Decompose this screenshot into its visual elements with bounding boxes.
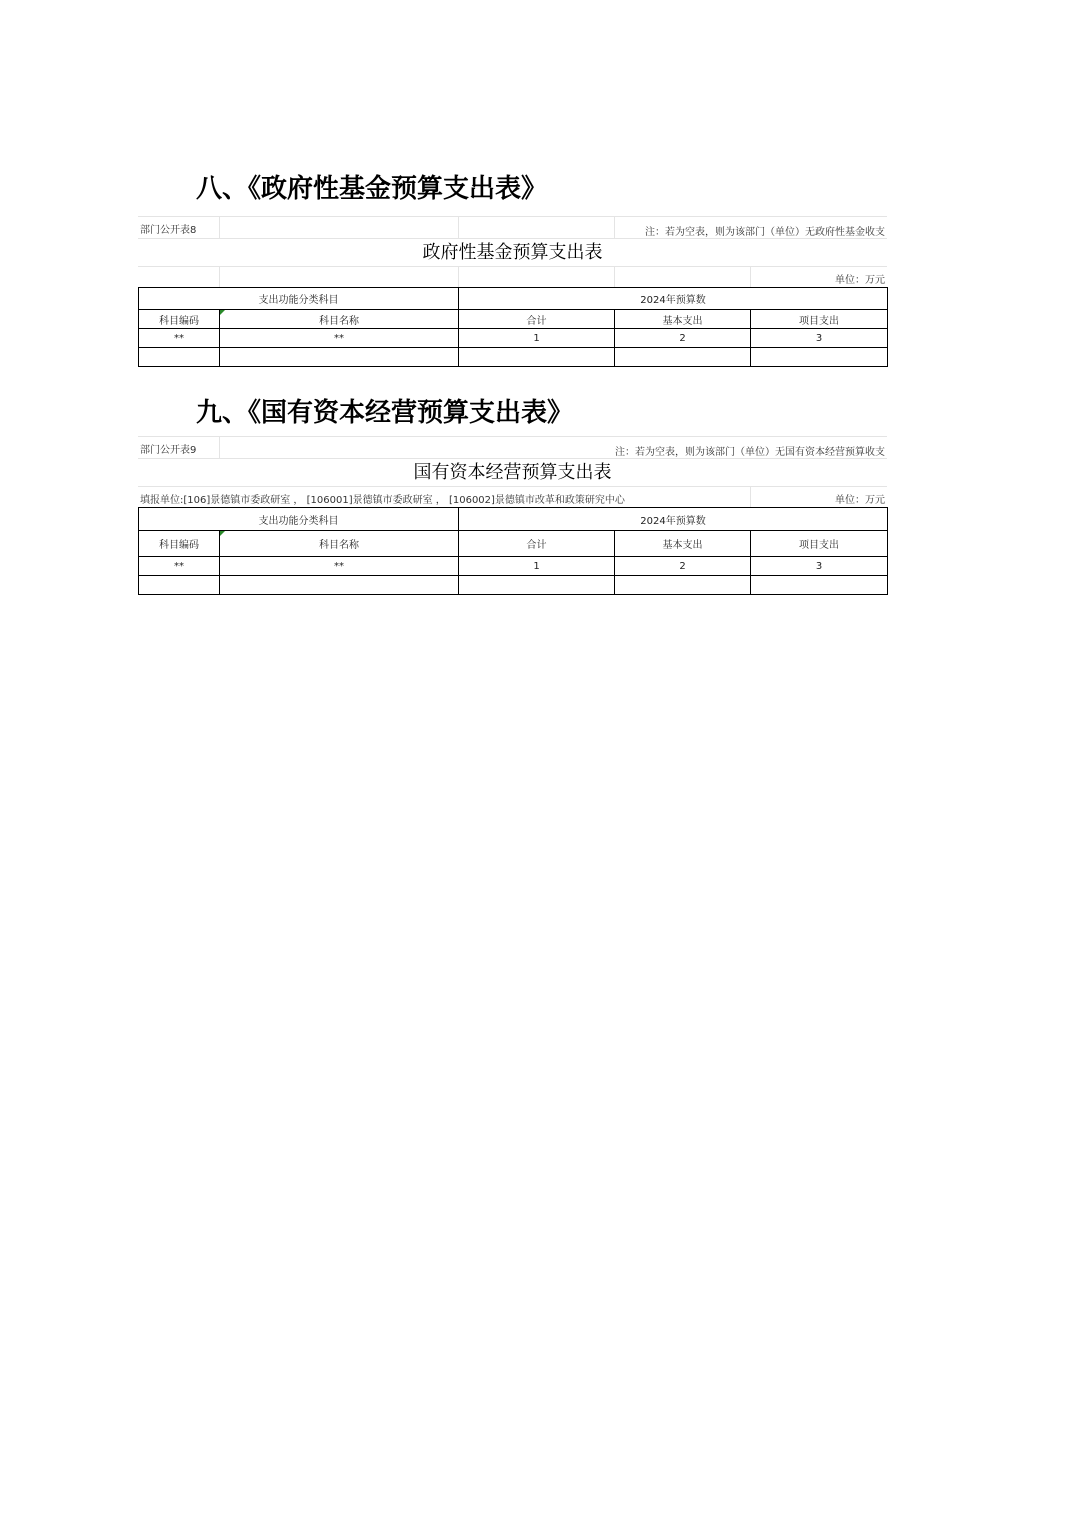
column-header: 科目编码 [139,531,220,557]
section-8-heading: 八、《政府性基金预算支出表》 [196,174,548,204]
group-header-classification: 支出功能分类科目 [139,508,459,531]
empty-table-note: 注：若为空表，则为该部门（单位）无政府性基金收支 [645,227,885,238]
index-cell: ** [220,329,459,348]
index-cell: ** [220,557,459,576]
column-header: 合计 [459,531,615,557]
index-cell: ** [139,329,220,348]
unit-row [138,267,887,288]
group-header-classification: 支出功能分类科目 [139,288,459,310]
table-title: 国有资本经营预算支出表 [138,459,887,487]
group-header-budget: 2024年预算数 [459,288,888,310]
column-header: 合计 [459,310,615,329]
column-header: 科目名称 [220,531,459,557]
unit-label: 单位：万元 [835,495,885,506]
column-header: 基本支出 [615,531,751,557]
index-cell: 1 [459,557,615,576]
column-header: 科目编码 [139,310,220,329]
table-row [139,348,888,367]
table-id: 部门公开表9 [140,445,197,456]
expenditure-table [138,507,888,595]
table-row [139,557,888,576]
group-header-budget: 2024年预算数 [459,508,888,531]
sheet-meta-row [138,216,887,239]
expenditure-table [138,287,888,367]
table-row [139,576,888,595]
unit-label: 单位：万元 [835,275,885,286]
column-header: 项目支出 [751,310,888,329]
cell-comment-marker-icon [220,310,225,315]
index-cell: ** [139,557,220,576]
column-header: 项目支出 [751,531,888,557]
table-title: 政府性基金预算支出表 [138,239,887,267]
table-row [139,329,888,348]
index-cell: 2 [615,557,751,576]
cell-comment-marker-icon [220,531,225,536]
empty-table-note: 注：若为空表，则为该部门（单位）无国有资本经营预算收支 [615,447,885,458]
column-header: 科目名称 [220,310,459,329]
table-id: 部门公开表8 [140,225,197,236]
filler-unit: 填报单位:[106]景德镇市委政研室 ， [106001]景德镇市委政研室 ， [106002]景德镇市改革和政策研究中心 [140,495,625,506]
index-cell: 3 [751,557,888,576]
section-9-sheet [138,436,887,595]
section-8-sheet [138,216,887,367]
column-header: 基本支出 [615,310,751,329]
section-9-heading: 九、《国有资本经营预算支出表》 [196,398,574,428]
sheet-meta-row [138,436,887,459]
index-cell: 3 [751,329,888,348]
index-cell: 1 [459,329,615,348]
index-cell: 2 [615,329,751,348]
unit-row [138,487,887,508]
